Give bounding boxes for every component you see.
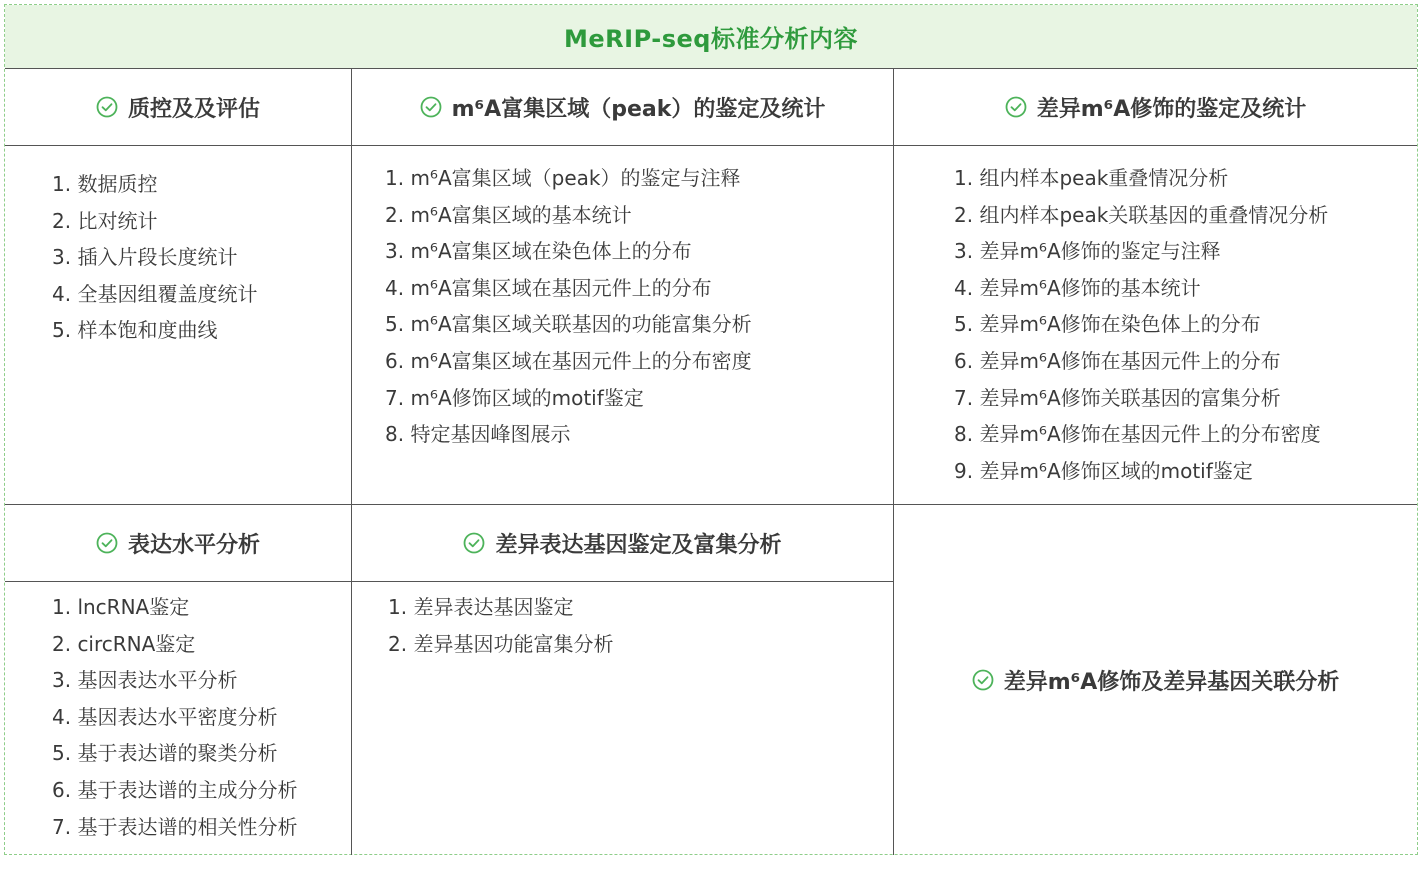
heading-assoc: [894, 505, 1417, 855]
list-item: 7. 基于表达谱的相关性分析: [52, 814, 298, 839]
list-item: 1. 组内样本peak重叠情况分析: [954, 166, 1229, 190]
list-item: 3. 差异m⁶A修饰的鉴定与注释: [954, 239, 1221, 264]
list-item: 1. m⁶A富集区域（peak）的鉴定与注释: [385, 166, 741, 190]
list-peak: [385, 160, 752, 453]
heading-expression-label: 表达水平分析: [127, 532, 260, 558]
list-item: 8. 特定基因峰图展示: [385, 422, 571, 447]
list-item: 5. 差异m⁶A修饰在染色体上的分布: [954, 312, 1261, 337]
list-item: 2. 比对统计: [52, 208, 158, 233]
check-circle-icon: [463, 532, 485, 554]
divider: [351, 68, 352, 855]
list-item: 7. 差异m⁶A修饰关联基因的富集分析: [954, 385, 1281, 410]
list-item: 7. m⁶A修饰区域的motif鉴定: [385, 385, 644, 410]
list-expression: [52, 589, 297, 845]
list-item: 1. lncRNA鉴定: [52, 595, 190, 619]
list-item: 3. 基因表达水平分析: [52, 668, 238, 693]
list-item: 6. m⁶A富集区域在基因元件上的分布密度: [385, 348, 752, 373]
check-circle-icon: [420, 96, 442, 118]
heading-expression: [5, 505, 351, 581]
list-item: 3. 插入片段长度统计: [52, 245, 238, 270]
page-title: MeRIP-seq标准分析内容: [564, 25, 858, 53]
list-item: 3. m⁶A富集区域在染色体上的分布: [385, 239, 692, 264]
list-item: 2. circRNA鉴定: [52, 631, 196, 656]
list-item: 2. m⁶A富集区域的基本统计: [385, 202, 632, 227]
divider: [5, 145, 1417, 146]
title-bar: [5, 5, 1417, 68]
list-item: 4. 全基因组覆盖度统计: [52, 281, 258, 306]
list-item: 1. 数据质控: [52, 172, 158, 196]
heading-diff-m6a-label: 差异m⁶A修饰的鉴定及统计: [1036, 96, 1307, 122]
list-item: 6. 差异m⁶A修饰在基因元件上的分布: [954, 348, 1281, 373]
list-item: 5. 基于表达谱的聚类分析: [52, 741, 278, 766]
list-item: 1. 差异表达基因鉴定: [388, 595, 574, 619]
heading-peak-label: m⁶A富集区域（peak）的鉴定及统计: [451, 96, 826, 122]
list-item: 6. 基于表达谱的主成分分析: [52, 777, 298, 802]
list-item: 4. m⁶A富集区域在基因元件上的分布: [385, 275, 712, 300]
list-item: 9. 差异m⁶A修饰区域的motif鉴定: [954, 458, 1253, 483]
heading-diff-m6a: [894, 69, 1417, 145]
heading-peak: [352, 69, 893, 145]
check-circle-icon: [96, 96, 118, 118]
divider: [5, 581, 893, 582]
list-diff-m6a: [954, 160, 1328, 489]
heading-qc: [5, 69, 351, 145]
heading-deg: [352, 505, 893, 581]
list-deg: [388, 589, 613, 662]
heading-assoc-label: 差异m⁶A修饰及差异基因关联分析: [1003, 669, 1340, 695]
list-item: 4. 基因表达水平密度分析: [52, 704, 278, 729]
list-item: 8. 差异m⁶A修饰在基因元件上的分布密度: [954, 422, 1321, 447]
check-circle-icon: [972, 669, 994, 691]
list-item: 2. 组内样本peak关联基因的重叠情况分析: [954, 202, 1329, 227]
list-item: 5. 样本饱和度曲线: [52, 318, 218, 343]
list-item: 2. 差异基因功能富集分析: [388, 631, 614, 656]
list-item: 5. m⁶A富集区域关联基因的功能富集分析: [385, 312, 752, 337]
list-qc: [52, 166, 257, 349]
list-item: 4. 差异m⁶A修饰的基本统计: [954, 275, 1201, 300]
check-circle-icon: [1005, 96, 1027, 118]
check-circle-icon: [96, 532, 118, 554]
heading-qc-label: 质控及及评估: [127, 96, 260, 122]
heading-deg-label: 差异表达基因鉴定及富集分析: [495, 532, 782, 558]
